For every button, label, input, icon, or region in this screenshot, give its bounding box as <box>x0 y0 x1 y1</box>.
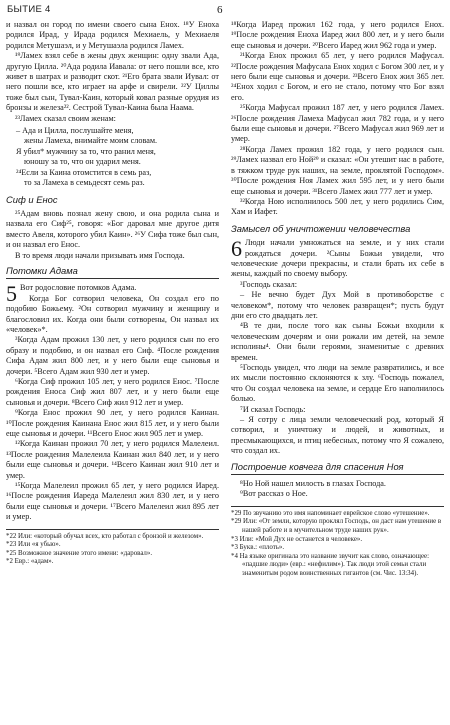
paragraph: ⁹Когда Енос прожил 90 лет, у него родился Каинан. ¹⁰После рождения Каинана Енос жил 815 лет, и у него были еще сыновья и дочери. ¹¹Всего Енос жил 905 лет и умер. <box>6 408 219 439</box>
paragraph: – Не вечно будет Дух Мой в противоборстве с человеком*, потому что человек развращен*; пусть будут дни его сто двадцать лет. <box>231 290 444 320</box>
chapter-number: 6 <box>231 236 242 262</box>
paragraph: и назвал он город по имени своего сына Енох. ¹⁸У Еноха родился Ирад, у Ирада родился Мехиаель, у Мехиаеля родился Метушаэл, и у Метушаэла родился Ламех. <box>6 20 219 50</box>
footnote: *3 Букв.: «плоть». <box>231 544 285 552</box>
section-heading: Замысел об уничтожении человечества <box>231 222 411 234</box>
paragraph: ¹⁸Когда Иаред прожил 162 года, у него родился Енох. ¹⁹После рождения Еноха Иаред жил 800 лет, и у него были еще сыновья и дочери. ²⁰Всего Иаред жил 962 года и умер. <box>231 20 444 50</box>
footnotes <box>231 510 444 579</box>
paragraph: ¹⁹Ламех взял себе в жены двух женщин: одну звали Ада, другую Цилла. ²⁰Ада родила Иавала: от него пошли все, кто живет в шатрах и разводит скот. ²¹Его брата звали Иувал: от него пошли все, кто играет на арфе и свирели. ²²У Циллы тоже был сын, Тувал-Каин, который ковал разные орудия из бронзы и железа²². Сестрой Тувал-Каина была Наама. <box>6 51 219 113</box>
paragraph: Когда Бог сотворил человека, Он создал его по подобию Божьему. ²Он сотворил мужчину и женщину и благословил их. Когда они были сотворены, Он назвал их «человек»*. <box>6 293 219 334</box>
footnote: *3 Или: «Мой Дух не останется в человеке». <box>231 535 363 543</box>
chapter-opening <box>6 283 219 335</box>
poem-line: юношу за то, что он ударил меня. <box>24 157 141 167</box>
footnote: *23 Или «я убью». <box>6 541 61 549</box>
paragraph: ⁶Когда Сиф прожил 105 лет, у него родился Енос. ⁷После рождения Еноса Сиф жил 807 лет, и у него были еще сыновья и дочери. ⁸Всего Сиф жил 912 лет и умер. <box>6 377 219 407</box>
footnote: *22 Или: «который обучал всех, кто работал с бронзой и железом». <box>6 532 204 540</box>
footnotes <box>6 533 219 567</box>
poem-line: Я убил* мужчину за то, что ранил меня, <box>16 146 156 156</box>
footnote: *2 Евр.: «адам». <box>6 558 54 566</box>
footnote: *29 Или: «От земли, которую проклял Господь, он даст нам утешение в нашей работе и в мучительном труде наших рук». <box>231 518 442 535</box>
section-heading: Построение ковчега для спасения Ноя <box>231 462 444 475</box>
right-column <box>231 20 444 579</box>
paragraph: ⁷И сказал Господь: <box>240 404 306 414</box>
paragraph: ²³Ламех сказал своим женам: <box>15 113 116 123</box>
poem-line: то за Ламеха в семьдесят семь раз. <box>24 178 145 188</box>
section-heading: Сиф и Енос <box>6 193 58 205</box>
page-header <box>0 4 450 20</box>
paragraph: ²¹Когда Енох прожил 65 лет, у него родился Мафусал. ²²После рождения Мафусала Енох ходил с Богом 300 лет, и у него были еще сыновья и дочери. ²³Всего Енох жил 365 лет. ²⁴Енох ходил с Богом, и его не стало, потому что Бог взял его. <box>231 51 444 102</box>
poem-line: ²⁴Если за Каина отомстится в семь раз, <box>16 167 152 177</box>
footnote-divider <box>6 529 219 530</box>
paragraph: ³²Когда Ною исполнилось 500 лет, у него родились Сим, Хам и Иафет. <box>231 196 444 217</box>
footnote: *4 На языке оригинала это название звучит как слово, означающее: «падшие люди» (евр.: «нефилим»). Так люди этой семьи стали знаменитым родом воинственных гигантов (см. Чис. 13:34). <box>231 552 429 578</box>
footnote: *25 Возможное значение этого имени: «даровал». <box>6 549 153 557</box>
paragraph: ³Когда Адам прожил 130 лет, у него родился сын по его образу и подобию, и он назвал его Сиф. ⁴После рождения Сифа Адам жил 800 лет, и у него были еще сыновья и дочери. ⁵Всего Адам жил 930 лет и умер. <box>6 335 219 376</box>
paragraph: Люди начали умножаться на земле, и у них стали рождаться дочери. ²Сыны Божьи увидели, что человеческие дочери прекрасны, и стали брать их себе в жены, каждый по своему выбору. <box>231 238 444 279</box>
paragraph: Вот родословие потомков Адама. <box>20 283 137 293</box>
paragraph: В то время люди начали призывать имя Господа. <box>15 250 185 260</box>
paragraph: ⁸Но Ной нашел милость в глазах Господа. <box>240 479 386 489</box>
paragraph: ⁵Господь увидел, что люди на земле развратились, и все их мысли постоянно склоняются к злу. ⁶Господь пожалел, что Он создал человека на земле, и сердце Его наполнилось болью. <box>231 363 444 404</box>
section-heading: Потомки Адама <box>6 266 219 279</box>
paragraph: ²⁵Адам вновь познал жену свою, и она родила сына и назвала его Сиф²⁵, говоря: «Бог даровал мне другое дитя вместо Авеля, которого убил Каин». ²⁶У Сифа тоже был сын, и он назвал его Енос. <box>6 208 219 250</box>
left-column <box>6 20 219 567</box>
paragraph: ¹²Когда Каинан прожил 70 лет, у него родился Малелеил. ¹³После рождения Малелеила Каинан жил 840 лет, и у него были еще сыновья и дочери. ¹⁴Всего Каинан жил 910 лет и умер. <box>6 439 219 480</box>
book-chapter-label: БЫТИЕ 4 <box>7 4 51 15</box>
paragraph: ⁴В те дни, после того как сыны Божьи входили к человеческим дочерям и они рожали им детей, на земле исполины⁴. Они были героями, знаменитые с древних времен. <box>231 321 444 362</box>
footnote: *29 По звучанию это имя напоминает еврейское слово «утешение». <box>231 509 430 517</box>
chapter-number: 5 <box>6 281 17 307</box>
footnote-divider <box>231 506 444 507</box>
poem-line: жены Ламеха, внимайте моим словам. <box>24 136 158 146</box>
paragraph: – Я сотру с лица земли человеческий род, который Я сотворил, и уничтожу и людей, и животных, и пресмыкающихся, и птиц небесных, потому что Я сожалею, что создал их. <box>231 415 444 456</box>
paragraph: ³Господь сказал: <box>240 279 298 289</box>
page-number: 6 <box>217 4 223 16</box>
paragraph: ⁹Вот рассказ о Ное. <box>240 489 308 499</box>
chapter-opening <box>231 238 444 280</box>
paragraph: ²⁵Когда Мафусал прожил 187 лет, у него родился Ламех. ²⁶После рождения Ламеха Мафусал жил 782 года, и у него были еще сыновья и дочери. ²⁷Всего Мафусал жил 969 лет и умер. <box>231 103 444 144</box>
poem <box>16 126 219 188</box>
paragraph: ¹⁵Когда Малелеил прожил 65 лет, у него родился Иаред. ¹⁶После рождения Иареда Малелеил жил 830 лет, и у него были еще сыновья и дочери. ¹⁷Всего Малелеил жил 895 лет и умер. <box>6 481 219 522</box>
paragraph: ²⁸Когда Ламех прожил 182 года, у него родился сын. ²⁹Ламех назвал его Ной²⁹ и сказал: «Он утешит нас в работе, в тяжком труде рук наших, на земле, проклятой Господом». ³⁰После рождения Ноя Ламех жил 595 лет, и у него были еще сыновья и дочери. ³¹Всего Ламех жил 777 лет и умер. <box>231 144 444 196</box>
poem-line: – Ада и Цилла, послушайте меня, <box>16 126 134 136</box>
